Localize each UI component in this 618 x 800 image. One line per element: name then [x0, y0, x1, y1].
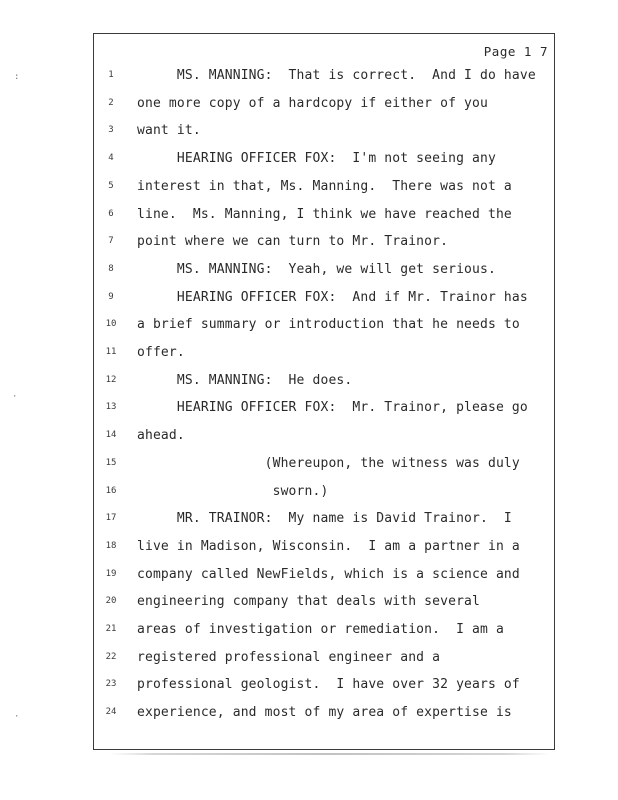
scan-artifact — [110, 753, 550, 755]
transcript-line: line. Ms. Manning, I think we have reached the — [137, 206, 512, 222]
line-number: 1 — [108, 70, 114, 80]
transcript-line: live in Madison, Wisconsin. I am a partner in a — [137, 538, 520, 554]
line-number: 13 — [105, 402, 117, 413]
line-number: 15 — [105, 457, 117, 468]
margin-speck: · — [14, 712, 20, 722]
transcript-line: offer. — [137, 345, 185, 360]
transcript-line: sworn.) — [137, 483, 329, 499]
transcript-line: HEARING OFFICER FOX: And if Mr. Trainor has — [137, 289, 528, 305]
line-number: 7 — [108, 236, 114, 247]
line-number: 23 — [105, 679, 117, 690]
line-number: 4 — [108, 153, 114, 164]
line-number: 2 — [108, 97, 114, 108]
line-number: 21 — [105, 624, 117, 634]
transcript-line: (Whereupon, the witness was duly — [137, 455, 520, 471]
transcript-line: HEARING OFFICER FOX: I'm not seeing any — [137, 151, 496, 167]
transcript-line: experience, and most of my area of expertise is — [137, 705, 512, 721]
line-number: 11 — [105, 347, 117, 357]
transcript-line: interest in that, Ms. Manning. There was not a — [137, 178, 512, 194]
line-number: 5 — [108, 180, 114, 191]
line-number: 16 — [105, 485, 117, 496]
transcript-line: MR. TRAINOR: My name is David Trainor. I — [137, 511, 512, 527]
transcript-line: ahead. — [137, 428, 185, 444]
transcript-line: MS. MANNING: Yeah, we will get serious. — [137, 261, 496, 277]
line-number: 20 — [105, 596, 117, 607]
line-number: 8 — [108, 263, 114, 274]
line-number: 19 — [105, 568, 117, 579]
transcript-line: one more copy of a hardcopy if either of you — [137, 95, 488, 111]
line-number: 6 — [108, 208, 114, 219]
transcript-line: registered professional engineer and a — [137, 649, 441, 665]
line-number: 14 — [105, 430, 117, 441]
transcript-line: professional geologist. I have over 32 years of — [137, 677, 520, 693]
line-number: 24 — [105, 707, 117, 718]
transcript-line: areas of investigation or remediation. I am a — [137, 622, 504, 637]
transcript-line: MS. MANNING: He does. — [137, 372, 353, 388]
transcript-line: point where we can turn to Mr. Trainor. — [137, 234, 449, 250]
line-number: 17 — [105, 513, 117, 524]
line-number: 12 — [105, 374, 117, 385]
transcript-line: company called NewFields, which is a science and — [137, 566, 520, 582]
transcript-line: want it. — [137, 123, 201, 139]
transcript-line: a brief summary or introduction that he needs to — [137, 317, 520, 333]
transcript-page — [93, 33, 555, 750]
line-number: 9 — [108, 291, 114, 302]
transcript-line: engineering company that deals with several — [137, 594, 480, 610]
line-number: 10 — [105, 319, 117, 330]
transcript-line: HEARING OFFICER FOX: Mr. Trainor, please go — [137, 400, 528, 416]
margin-speck: · — [12, 392, 18, 402]
line-number: 22 — [105, 651, 117, 662]
line-number: 3 — [108, 125, 114, 136]
transcript-line: MS. MANNING: That is correct. And I do have — [137, 68, 536, 83]
page-number: Page 1 7 — [483, 44, 548, 59]
line-number: 18 — [105, 540, 117, 551]
margin-speck: : — [14, 72, 20, 82]
